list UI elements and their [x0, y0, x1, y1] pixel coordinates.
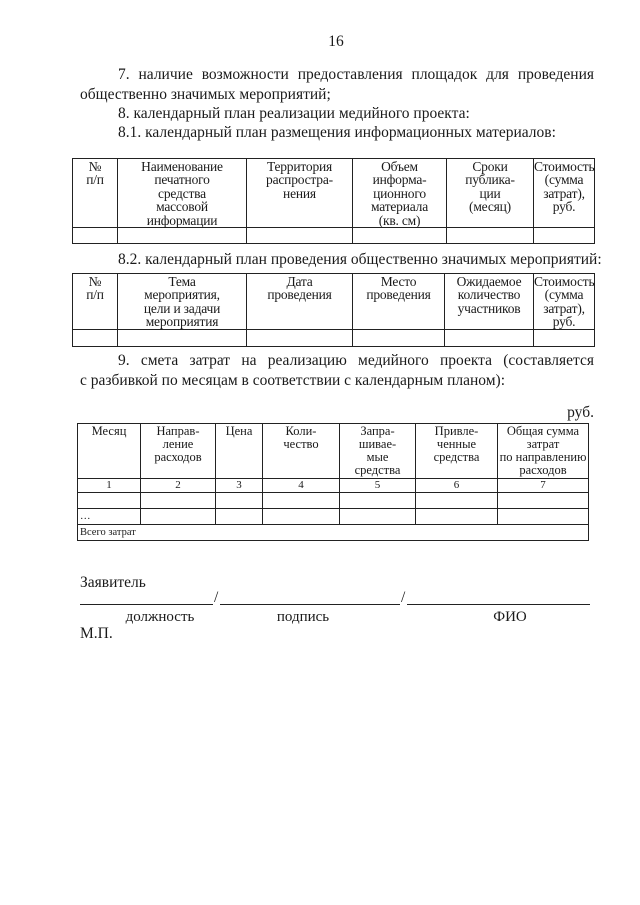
budget-total-label: Всего затрат: [78, 525, 589, 541]
section-7-line-2: общественно значимых мероприятий;: [80, 86, 331, 103]
signature-line: [220, 604, 400, 605]
budget-column-number: 3: [216, 479, 263, 493]
events-col-topic-header: Тема мероприятия, цели и задачи мероприятия: [118, 274, 247, 330]
placement-empty-cell: [534, 228, 595, 244]
signature-caption: подпись: [276, 609, 330, 625]
budget-col-total-header: Общая сумма затрат по направлению расходов: [498, 424, 589, 479]
position-caption: должность: [125, 609, 195, 625]
events-col-date-header: Дата проведения: [247, 274, 353, 330]
events-empty-cell: [445, 329, 534, 346]
budget-column-number: 7: [498, 479, 589, 493]
signature-separator: /: [401, 589, 406, 606]
budget-empty-cell: [216, 509, 263, 525]
budget-column-number: 4: [263, 479, 340, 493]
currency-note: руб.: [567, 404, 594, 421]
placement-plan-table: [72, 158, 595, 244]
events-empty-cell: [353, 329, 445, 346]
events-empty-row: [73, 329, 595, 346]
seal-label: М.П.: [80, 625, 113, 642]
budget-header-row: [78, 424, 589, 479]
placement-empty-cell: [118, 228, 247, 244]
events-col-participants-header: Ожидаемое количество участников: [445, 274, 534, 330]
budget-col-price-header: Цена: [216, 424, 263, 479]
events-col-cost-header: Стоимость (сумма затрат), руб.: [534, 274, 595, 330]
placement-empty-row: [73, 228, 595, 244]
budget-col-direction-header: Направ- ление расходов: [141, 424, 216, 479]
placement-header-row: [73, 159, 595, 228]
events-empty-cell: [247, 329, 353, 346]
placement-col-cost-header: Стоимость (сумма затрат), руб.: [534, 159, 595, 228]
budget-empty-cell: [340, 493, 416, 509]
page-number: 16: [328, 33, 344, 50]
applicant-label: Заявитель: [80, 574, 146, 591]
budget-column-number: 6: [416, 479, 498, 493]
budget-empty-cell: [216, 493, 263, 509]
events-col-number-header: № п/п: [73, 274, 118, 330]
budget-empty-cell: [498, 509, 589, 525]
budget-empty-cell: [416, 493, 498, 509]
budget-table: [77, 423, 589, 541]
budget-empty-cell: [263, 493, 340, 509]
placement-col-media-header: Наименование печатного средства массовой информации: [118, 159, 247, 228]
placement-col-period-header: Сроки публика- ции (месяц): [447, 159, 534, 228]
events-col-place-header: Место проведения: [353, 274, 445, 330]
placement-col-volume-header: Объем информа- ционного материала (кв. см): [353, 159, 447, 228]
budget-column-number: 1: [78, 479, 141, 493]
events-empty-cell: [73, 329, 118, 346]
budget-ellipsis-row: [78, 509, 589, 525]
placement-empty-cell: [247, 228, 353, 244]
section-8-heading: 8. календарный план реализации медийного проекта:: [118, 105, 470, 122]
budget-column-number: 2: [141, 479, 216, 493]
budget-col-requested-header: Запра- шивае- мые средства: [340, 424, 416, 479]
placement-empty-cell: [447, 228, 534, 244]
events-plan-table: [72, 273, 595, 347]
section-9-line-2: с разбивкой по месяцам в соответствии с календарным планом):: [80, 372, 506, 389]
name-signature-line: [407, 604, 590, 605]
budget-empty-row: [78, 493, 589, 509]
events-empty-cell: [534, 329, 595, 346]
full-name-caption: ФИО: [493, 609, 527, 625]
budget-empty-cell: [78, 493, 141, 509]
budget-empty-cell: [416, 509, 498, 525]
budget-ellipsis-cell: …: [78, 509, 141, 525]
section-9-line-1: 9. смета затрат на реализацию медийного проекта (составляется: [118, 352, 594, 369]
placement-col-territory-header: Территория распростра- нения: [247, 159, 353, 228]
section-8-2-heading: 8.2. календарный план проведения общественно значимых мероприятий:: [118, 251, 602, 268]
placement-empty-cell: [73, 228, 118, 244]
budget-empty-cell: [141, 509, 216, 525]
position-signature-line: [80, 604, 213, 605]
budget-column-number-row: [78, 479, 589, 493]
budget-empty-cell: [263, 509, 340, 525]
budget-col-attracted-header: Привле- ченные средства: [416, 424, 498, 479]
budget-total-row: [78, 525, 589, 541]
budget-col-month-header: Месяц: [78, 424, 141, 479]
section-7-line-1: 7. наличие возможности предоставления площадок для проведения: [118, 66, 594, 83]
signature-separator: /: [214, 589, 219, 606]
placement-col-number-header: № п/п: [73, 159, 118, 228]
budget-empty-cell: [498, 493, 589, 509]
budget-empty-cell: [141, 493, 216, 509]
events-empty-cell: [118, 329, 247, 346]
budget-column-number: 5: [340, 479, 416, 493]
budget-col-quantity-header: Коли- чество: [263, 424, 340, 479]
budget-empty-cell: [340, 509, 416, 525]
placement-empty-cell: [353, 228, 447, 244]
events-header-row: [73, 274, 595, 330]
section-8-1-heading: 8.1. календарный план размещения информационных материалов:: [118, 124, 556, 141]
